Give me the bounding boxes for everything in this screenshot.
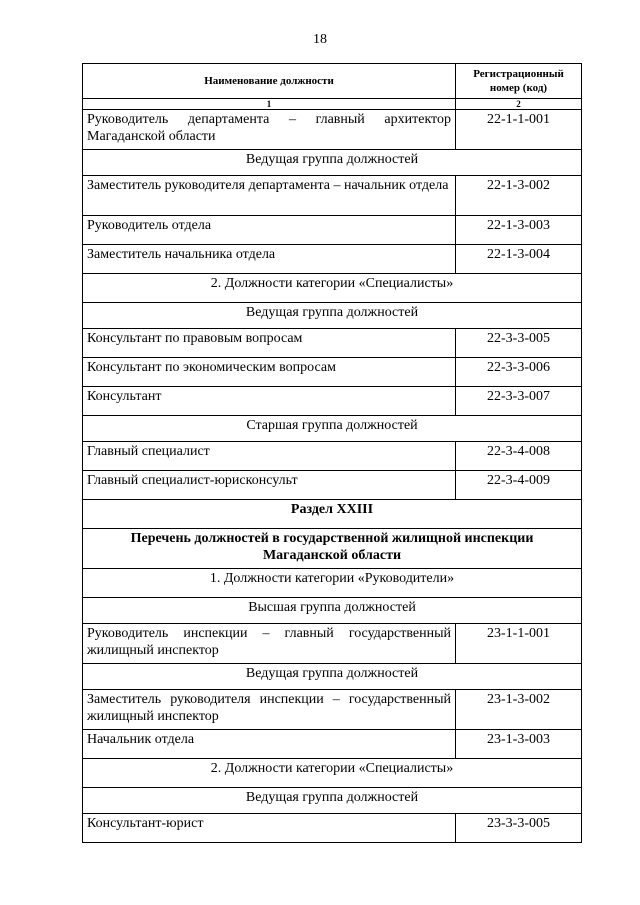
table-row bbox=[83, 216, 582, 245]
column-header-position-name: Наименование должности bbox=[83, 64, 456, 99]
table-row bbox=[83, 358, 582, 387]
position-name: Начальник отдела bbox=[83, 730, 456, 759]
section-title-row bbox=[83, 500, 582, 529]
position-name: Руководитель департамента – главный архитектор Магаданской области bbox=[83, 110, 456, 150]
group-row bbox=[83, 598, 582, 624]
position-name: Главный специалист-юрисконсульт bbox=[83, 471, 456, 500]
group-heading: Ведущая группа должностей bbox=[83, 664, 582, 690]
group-row bbox=[83, 150, 582, 176]
position-name: Руководитель инспекции – главный государственный жилищный инспектор bbox=[83, 624, 456, 664]
position-name: Консультант-юрист bbox=[83, 814, 456, 843]
position-name: Консультант bbox=[83, 387, 456, 416]
position-code: 22-1-3-003 bbox=[456, 216, 582, 245]
table-row bbox=[83, 329, 582, 358]
table-row bbox=[83, 387, 582, 416]
section-description: Перечень должностей в государственной жилищной инспекции Магаданской области bbox=[83, 529, 582, 569]
group-heading: Старшая группа должностей bbox=[83, 416, 582, 442]
category-row bbox=[83, 274, 582, 303]
column-number-row bbox=[83, 99, 582, 110]
column-header-registration-code: Регистрационный номер (код) bbox=[456, 64, 582, 99]
category-row bbox=[83, 759, 582, 788]
category-row bbox=[83, 569, 582, 598]
position-code: 22-3-3-005 bbox=[456, 329, 582, 358]
page-number: 18 bbox=[313, 32, 327, 47]
table-row bbox=[83, 176, 582, 216]
column-number-1: 1 bbox=[83, 99, 456, 110]
group-row bbox=[83, 303, 582, 329]
position-code: 23-3-3-005 bbox=[456, 814, 582, 843]
group-heading: Высшая группа должностей bbox=[83, 598, 582, 624]
table-row bbox=[83, 690, 582, 730]
position-code: 22-3-3-006 bbox=[456, 358, 582, 387]
category-heading: 1. Должности категории «Руководители» bbox=[83, 569, 582, 598]
position-name: Главный специалист bbox=[83, 442, 456, 471]
position-code: 22-1-3-002 bbox=[456, 176, 582, 216]
column-number-2: 2 bbox=[456, 99, 582, 110]
position-code: 22-3-4-008 bbox=[456, 442, 582, 471]
section-description-row bbox=[83, 529, 582, 569]
section-title: Раздел XXIII bbox=[83, 500, 582, 529]
table-row bbox=[83, 442, 582, 471]
position-code: 23-1-1-001 bbox=[456, 624, 582, 664]
position-name: Заместитель руководителя департамента – начальник отдела bbox=[83, 176, 456, 216]
position-name: Руководитель отдела bbox=[83, 216, 456, 245]
group-row bbox=[83, 416, 582, 442]
table-body bbox=[83, 110, 582, 843]
table-row bbox=[83, 730, 582, 759]
category-heading: 2. Должности категории «Специалисты» bbox=[83, 274, 582, 303]
position-name: Консультант по экономическим вопросам bbox=[83, 358, 456, 387]
position-name: Консультант по правовым вопросам bbox=[83, 329, 456, 358]
position-name: Заместитель руководителя инспекции – государственный жилищный инспектор bbox=[83, 690, 456, 730]
position-code: 22-1-1-001 bbox=[456, 110, 582, 150]
group-heading: Ведущая группа должностей bbox=[83, 303, 582, 329]
position-name: Заместитель начальника отдела bbox=[83, 245, 456, 274]
table-row bbox=[83, 110, 582, 150]
position-code: 22-1-3-004 bbox=[456, 245, 582, 274]
table-row bbox=[83, 814, 582, 843]
category-heading: 2. Должности категории «Специалисты» bbox=[83, 759, 582, 788]
position-code: 22-3-4-009 bbox=[456, 471, 582, 500]
group-row bbox=[83, 788, 582, 814]
position-code: 23-1-3-003 bbox=[456, 730, 582, 759]
group-heading: Ведущая группа должностей bbox=[83, 788, 582, 814]
group-heading: Ведущая группа должностей bbox=[83, 150, 582, 176]
table-row bbox=[83, 471, 582, 500]
positions-table bbox=[82, 63, 582, 843]
table-row bbox=[83, 245, 582, 274]
position-code: 22-3-3-007 bbox=[456, 387, 582, 416]
table-header-row bbox=[83, 64, 582, 99]
position-code: 23-1-3-002 bbox=[456, 690, 582, 730]
table-row bbox=[83, 624, 582, 664]
group-row bbox=[83, 664, 582, 690]
